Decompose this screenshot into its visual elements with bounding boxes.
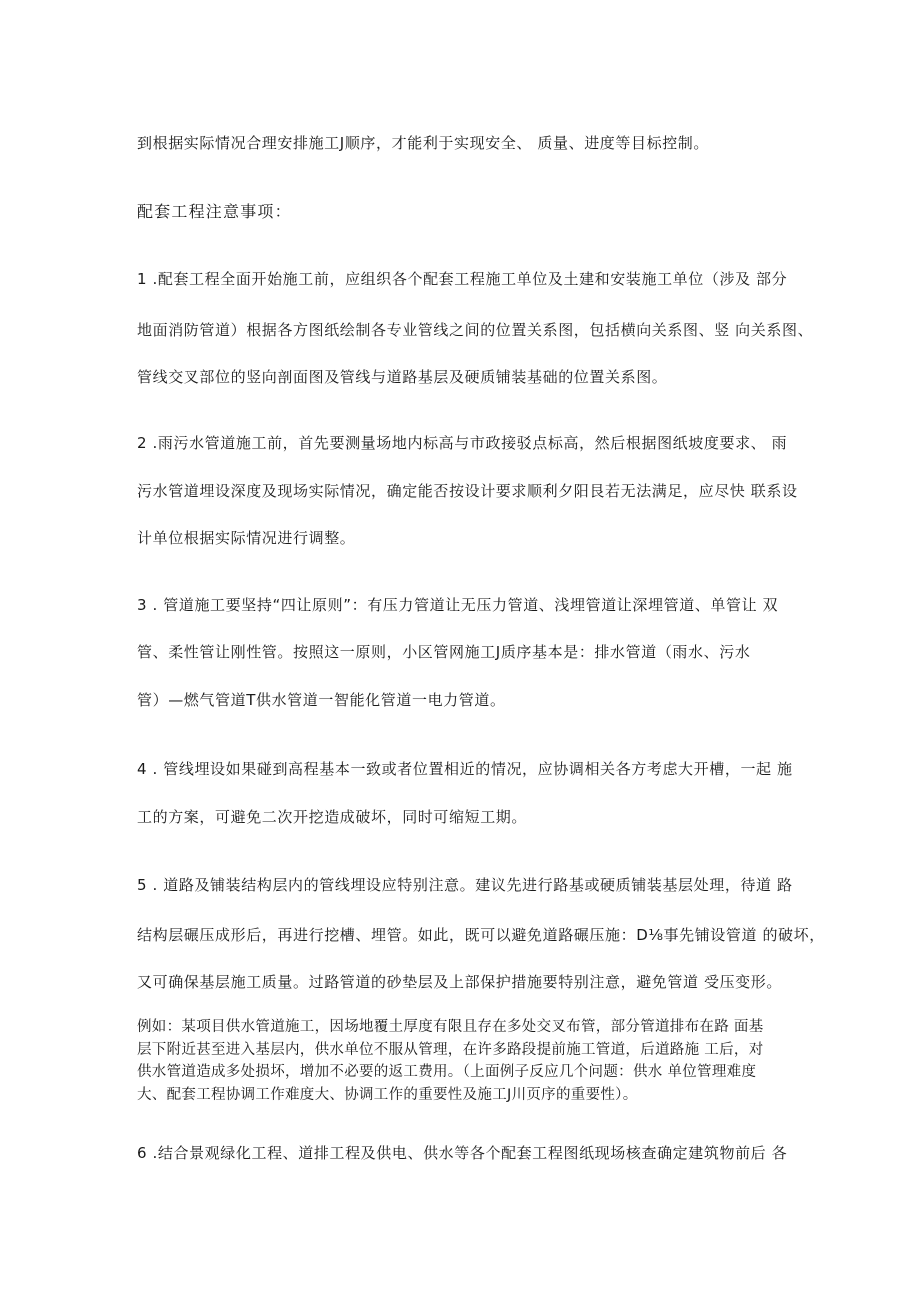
example-line-3: 供水管道造成多处损坏，增加不必要的返工费用。（上面例子反应几个问题：供水 单位管理难度 (137, 1064, 757, 1080)
section-heading: 配套工程注意事项： (137, 202, 292, 221)
item-5-line-2: 结构层碾压成形后，再进行挖槽、埋管。如此，既可以避免道路碾压施：D⅛事先铺设管道 的破坏， (137, 926, 825, 944)
item-2-line-3: 计单位根据实际情况进行调整。 (137, 529, 356, 547)
item-1-line-2: 地面消防管道）根据各方图纸绘制各专业管线之间的位置关系图，包括横向关系图、竖 向关系图、 (137, 321, 814, 339)
example-line-1: 例如：某项目供水管道施工，因场地覆土厚度有限且存在多处交叉布管，部分管道排布在路 面基 (137, 1019, 764, 1035)
item-6-line-1: 6 .结合景观绿化工程、道排工程及供电、供水等各个配套工程图纸现场核查确定建筑物前后 各 (137, 1144, 788, 1162)
example-line-2: 层下附近甚至进入基层内，供水单位不服从管理，在许多路段提前施工管道，后道路施 工后，对 (137, 1042, 764, 1058)
item-3-line-3: 管）—燃气管道T供水管道一智能化管道一电力管道。 (137, 691, 506, 709)
intro-line: 到根据实际情况合理安排施工J顺序，才能利于实现安全、 质量、进度等目标控制。 (137, 134, 709, 152)
item-1-line-3: 管线交叉部位的竖向剖面图及管线与道路基层及硬质铺装基础的位置关系图。 (137, 368, 668, 386)
item-5-line-1: 5 . 道路及铺装结构层内的管线埋设应特别注意。建议先进行路基或硬质铺装基层处理，待道 路 (137, 876, 793, 894)
example-line-4: 大、配套工程协调工作难度大、协调工作的重要性及施工J川页序的重要性）。 (137, 1087, 638, 1103)
item-5-line-3: 又可确保基层施工质量。过路管道的砂垫层及上部保护措施要特别注意，避免管道 受压变形。 (137, 973, 782, 991)
item-2-line-1: 2 .雨污水管道施工前，首先要测量场地内标高与市政接驳点标高，然后根据图纸坡度要求、 雨 (137, 434, 788, 452)
item-4-line-2: 工的方案，可避免二次开挖造成破坏，同时可缩短工期。 (137, 808, 528, 826)
item-3-line-1: 3 . 管道施工要坚持“四让原则”：有压力管道让无压力管道、浅埋管道让深埋管道、单管让 双 (137, 596, 779, 614)
item-2-line-2: 污水管道埋设深度及现场实际情况，确定能否按设计要求顺利夕阳艮若无法满足，应尽快 联系设 (137, 482, 798, 500)
item-3-line-2: 管、柔性管让刚性管。按照这一原则，小区管网施工J质序基本是：排水管道（雨水、污水 (137, 643, 751, 661)
item-1-line-1: 1 .配套工程全面开始施工前，应组织各个配套工程施工单位及土建和安装施工单位（涉及 部分 (137, 270, 788, 288)
item-4-line-1: 4 . 管线埋设如果碰到高程基本一致或者位置相近的情况，应协调相关各方考虑大开槽，一起 施 (137, 760, 793, 778)
